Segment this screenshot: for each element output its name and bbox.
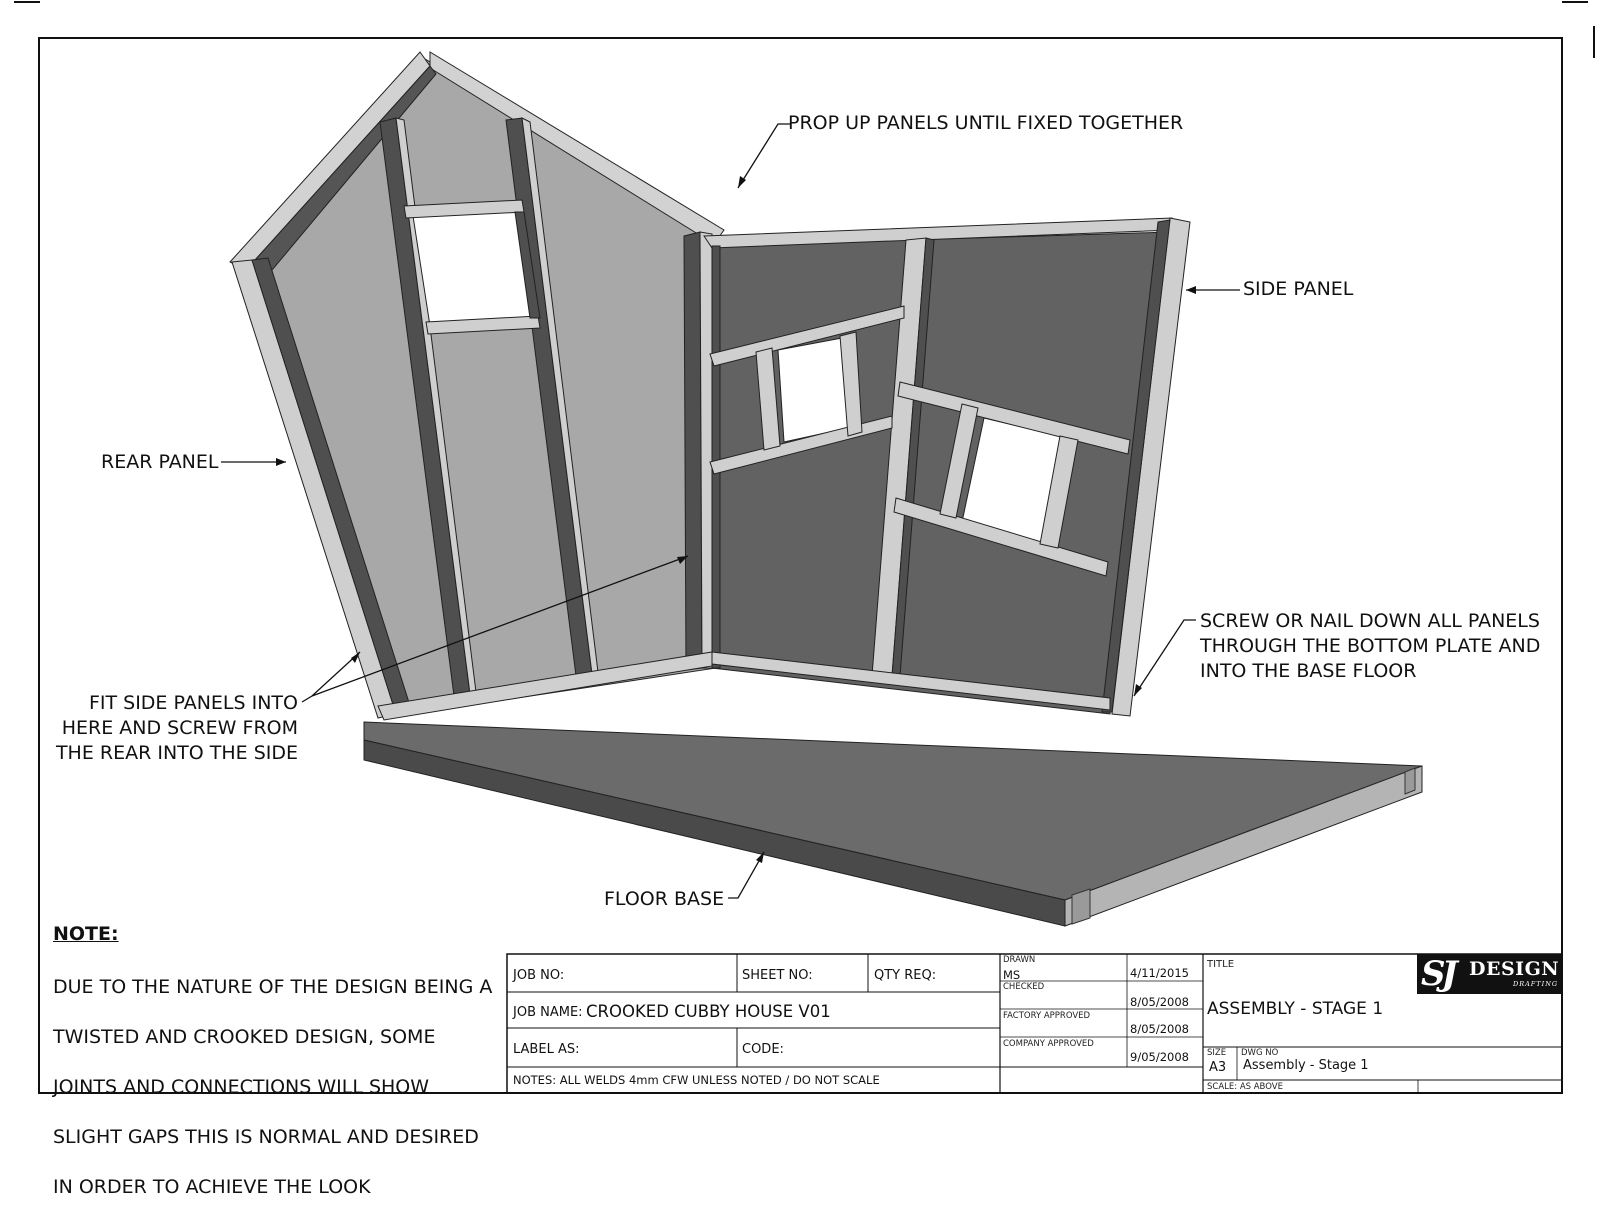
note-line: SLIGHT GAPS THIS IS NORMAL AND DESIRED <box>53 1126 479 1148</box>
callout-screw-nail-line-1: SCREW OR NAIL DOWN ALL PANELS <box>1200 610 1540 632</box>
callout-rear-panel: REAR PANEL <box>101 451 219 473</box>
code-label: CODE: <box>742 1042 784 1057</box>
job-name-value: CROOKED CUBBY HOUSE V01 <box>586 1002 831 1021</box>
callout-fit-side-line-2: HERE AND SCREW FROM <box>61 717 298 739</box>
drawn-label: DRAWN <box>1003 955 1036 965</box>
dwg-no-value: Assembly - Stage 1 <box>1243 1058 1369 1073</box>
callout-side-panel: SIDE PANEL <box>1243 278 1354 300</box>
size-label: SIZE <box>1207 1048 1227 1058</box>
notes-text: NOTES: ALL WELDS 4mm CFW UNLESS NOTED / DO NOT SCALE <box>513 1073 880 1087</box>
floor-base <box>364 722 1422 926</box>
note-line: DUE TO THE NATURE OF THE DESIGN BEING A <box>53 976 493 998</box>
factory-approved-label: FACTORY APPROVED <box>1003 1011 1091 1021</box>
side-panel <box>704 218 1190 716</box>
note-title: NOTE: <box>53 923 119 945</box>
title-label: TITLE <box>1207 959 1235 970</box>
note-line: IN ORDER TO ACHIEVE THE LOOK <box>53 1176 371 1198</box>
note-line: JOINTS AND CONNECTIONS WILL SHOW <box>53 1076 430 1098</box>
factory-approved-date: 8/05/2008 <box>1130 1022 1189 1036</box>
logo-subtitle: DRAFTING <box>1513 980 1559 988</box>
checked-label: CHECKED <box>1003 982 1045 992</box>
job-no-label: JOB NO: <box>513 968 565 983</box>
logo-wordmark: DESIGN <box>1469 958 1560 980</box>
callout-screw-nail-line-3: INTO THE BASE FLOOR <box>1200 660 1417 682</box>
note-line: TWISTED AND CROOKED DESIGN, SOME <box>53 1026 436 1048</box>
checked-date: 8/05/2008 <box>1130 995 1189 1009</box>
size-value: A3 <box>1209 1060 1227 1075</box>
qty-req-label: QTY REQ: <box>874 968 937 983</box>
rear-panel <box>230 52 724 720</box>
company-approved-date: 9/05/2008 <box>1130 1050 1189 1064</box>
callout-prop-up: PROP UP PANELS UNTIL FIXED TOGETHER <box>788 112 1184 134</box>
callout-floor-base: FLOOR BASE <box>604 888 725 910</box>
callout-screw-nail-line-2: THROUGH THE BOTTOM PLATE AND <box>1200 635 1541 657</box>
sheet-no-label: SHEET NO: <box>742 968 813 983</box>
company-approved-label: COMPANY APPROVED <box>1003 1039 1094 1049</box>
company-logo <box>1417 954 1561 994</box>
logo-mark: SJ <box>1421 954 1454 994</box>
drawn-date: 4/11/2015 <box>1130 966 1189 980</box>
drawn-value: MS <box>1003 968 1021 982</box>
label-as-label: LABEL AS: <box>513 1042 580 1057</box>
note-body <box>53 950 508 1225</box>
job-name-label: JOB NAME: <box>513 1005 583 1020</box>
drawing-title: ASSEMBLY - STAGE 1 <box>1207 999 1384 1019</box>
dwg-no-label: DWG NO <box>1241 1048 1279 1058</box>
callout-fit-side-line-1: FIT SIDE PANELS INTO <box>88 692 298 714</box>
callout-fit-side-line-3: THE REAR INTO THE SIDE <box>55 742 298 764</box>
scale-text: SCALE: AS ABOVE <box>1207 1082 1283 1092</box>
